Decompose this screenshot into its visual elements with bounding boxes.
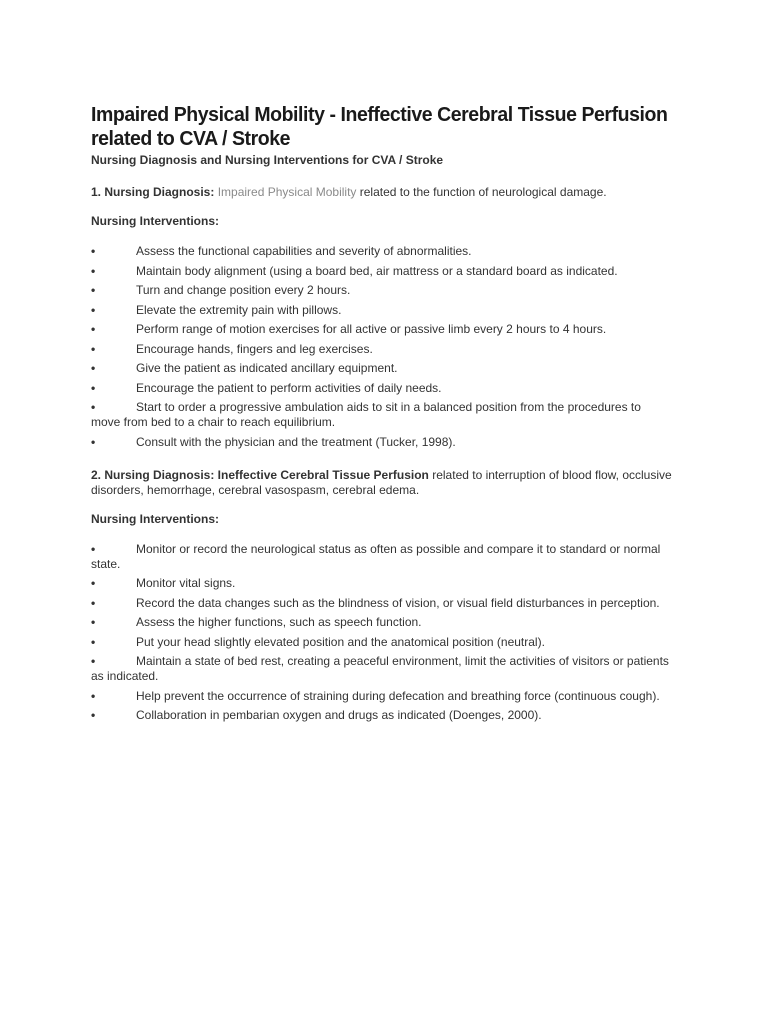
diagnosis-1-label: 1. Nursing Diagnosis: [91,185,215,199]
diagnosis-1-link[interactable]: Impaired Physical Mobility [217,185,357,199]
bullet-icon: • [91,708,96,722]
intervention-text: Elevate the extremity pain with pillows. [136,302,342,317]
intervention-text: Encourage hands, fingers and leg exercises. [136,341,373,356]
bullet-icon: • [91,302,96,317]
intervention-text: Turn and change position every 2 hours. [136,283,351,297]
bullet-icon: • [91,341,96,356]
bullet-icon: • [91,688,96,703]
intervention-item [91,596,671,611]
document-body [91,103,691,728]
intervention-text: Record the data changes such as the blindness of vision, or visual field disturbances in perception. [136,595,660,610]
page-subtitle: Nursing Diagnosis and Nursing Interventions for CVA / Stroke [91,153,444,167]
intervention-item [91,244,671,259]
bullet-icon: • [91,400,96,414]
intervention-item [91,381,671,396]
intervention-text: Collaboration in pembarian oxygen and drugs as indicated (Doenges, 2000). [136,708,542,722]
interventions-2-heading: Nursing Interventions: [91,511,220,526]
diagnosis-2 [91,468,691,498]
bullet-icon: • [91,595,96,610]
bullet-icon: • [91,322,96,336]
intervention-item [91,303,671,318]
intervention-item [91,342,671,357]
bullet-icon: • [91,380,96,395]
bullet-icon: • [91,263,96,278]
diagnosis-1-text: related to the function of neurological damage. [359,185,607,199]
intervention-text: Encourage the patient to perform activities of daily needs. [136,380,442,395]
intervention-item [91,635,671,650]
intervention-text: Consult with the physician and the treatment (Tucker, 1998). [136,434,456,449]
bullet-icon: • [91,541,96,556]
bullet-icon: • [91,576,96,590]
intervention-item [91,400,671,430]
bullet-icon: • [91,634,96,649]
intervention-text: Start to order a progressive ambulation aids to sit in a balanced position from the procedures to move from bed to a chair to reach equilibrium. [91,400,641,429]
diagnosis-2-label: 2. Nursing Diagnosis: Ineffective Cerebral Tissue Perfusion [91,467,429,482]
interventions-2-list [91,542,691,724]
intervention-text: Monitor vital signs. [136,576,236,590]
intervention-item [91,689,671,704]
intervention-text: Help prevent the occurrence of straining during defecation and breathing force (continuous cough). [136,688,660,703]
bullet-icon: • [91,434,96,449]
intervention-item [91,615,671,630]
bullet-icon: • [91,615,96,629]
intervention-item [91,542,671,572]
intervention-text: Assess the functional capabilities and severity of abnormalities. [136,244,472,258]
page-title: Impaired Physical Mobility - Ineffective Cerebral Tissue Perfusion related to CVA / Stroke [91,103,668,150]
diagnosis-2-text: related to interruption of blood flow, occlusive disorders, hemorrhage, cerebral vasospasm, cerebral edema. [91,467,672,497]
intervention-text: Monitor or record the neurological status as often as possible and compare it to standard or normal state. [91,541,661,571]
intervention-item [91,283,671,298]
bullet-icon: • [91,361,96,375]
bullet-icon: • [91,244,96,258]
intervention-text: Perform range of motion exercises for all active or passive limb every 2 hours to 4 hours. [136,322,607,336]
interventions-1-list [91,244,691,450]
intervention-item [91,576,671,591]
interventions-1-heading: Nursing Interventions: [91,214,220,228]
intervention-item [91,361,671,376]
bullet-icon: • [91,283,96,297]
intervention-item [91,654,671,684]
diagnosis-1 [91,185,691,200]
intervention-text: Maintain body alignment (using a board bed, air mattress or a standard board as indicated. [136,263,618,278]
intervention-item [91,708,671,723]
intervention-item [91,264,671,279]
intervention-text: Give the patient as indicated ancillary equipment. [136,361,398,375]
intervention-item [91,322,671,337]
intervention-text: Assess the higher functions, such as speech function. [136,615,422,629]
intervention-text: Put your head slightly elevated position and the anatomical position (neutral). [136,634,545,649]
intervention-item [91,435,671,450]
bullet-icon: • [91,654,96,668]
intervention-text: Maintain a state of bed rest, creating a peaceful environment, limit the activities of visitors or patients as indicated. [91,654,669,683]
